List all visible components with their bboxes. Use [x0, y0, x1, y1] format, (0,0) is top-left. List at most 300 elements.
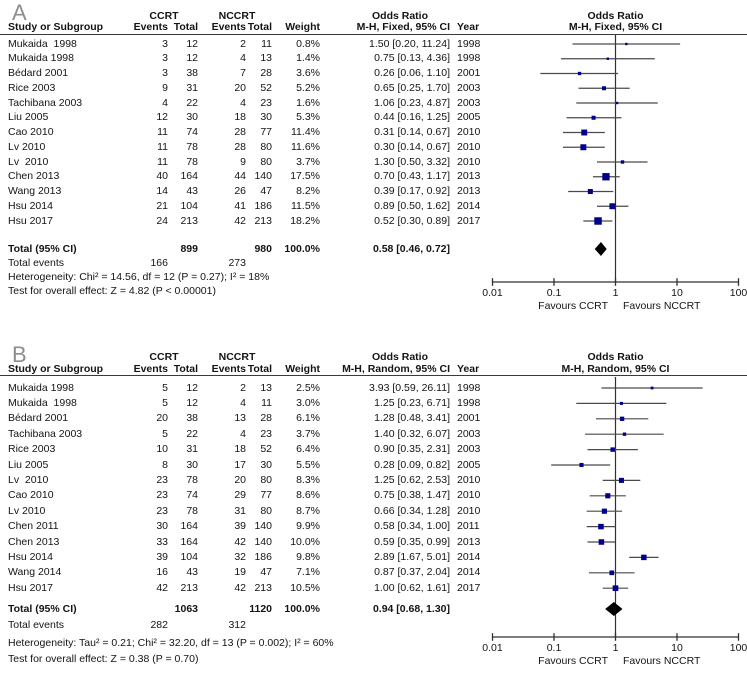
total-diamond-marker	[595, 242, 607, 256]
events2-column-header: Events	[211, 21, 246, 33]
total1-cell: 38	[186, 67, 198, 79]
year-cell: 2010	[457, 126, 481, 138]
total2-cell: 30	[260, 458, 272, 471]
total2-cell: 13	[260, 52, 272, 65]
events2-cell: 32	[234, 550, 246, 563]
events1-cell: 9	[162, 81, 168, 94]
effect-cell: 0.59 [0.35, 0.99]	[374, 535, 450, 548]
weight-cell: 3.7%	[296, 155, 320, 168]
year-cell: 2005	[457, 111, 481, 124]
events2-cell: 39	[234, 520, 246, 533]
weight-cell: 6.1%	[296, 412, 320, 425]
total-diamond-marker	[605, 602, 622, 616]
year-cell: 2010	[457, 473, 481, 486]
events1-cell: 5	[162, 396, 168, 409]
effect-square-marker	[651, 387, 654, 390]
effect-cell: 0.90 [0.35, 2.31]	[374, 443, 450, 456]
total2-cell: 28	[260, 67, 272, 79]
study-name-cell: Hsu 2014	[8, 199, 53, 212]
effect-cell: 0.39 [0.17, 0.92]	[374, 185, 450, 197]
favours-left-label: Favours CCRT	[538, 300, 608, 312]
total1-cell: 12	[186, 381, 198, 394]
events1-cell: 23	[156, 489, 168, 502]
study-name-cell: Chen 2013	[8, 535, 60, 548]
effect-cell: 1.06 [0.23, 4.87]	[374, 96, 450, 109]
weight-column-header: Weight	[285, 362, 320, 375]
overall-effect-text: Test for overall effect: Z = 0.38 (P = 0.70)	[8, 652, 199, 665]
effect-cell: 0.70 [0.43, 1.17]	[374, 170, 450, 183]
total1-cell: 22	[186, 427, 198, 440]
effect-cell: 0.52 [0.30, 0.89]	[374, 214, 450, 227]
total2-cell: 52	[260, 81, 272, 94]
total-events2-cell: 312	[228, 619, 246, 631]
events2-cell: 7	[240, 67, 246, 79]
events1-cell: 11	[157, 155, 168, 168]
total-effect-cell: 0.94 [0.68, 1.30]	[372, 602, 450, 615]
total2-cell: 13	[260, 381, 272, 394]
effect-square-marker	[592, 116, 596, 120]
weight-cell: 8.3%	[296, 473, 320, 486]
weight-cell: 18.2%	[290, 214, 320, 227]
events1-cell: 3	[162, 52, 168, 65]
events1-cell: 11	[157, 126, 168, 138]
year-cell: 2017	[457, 214, 481, 227]
effect-square-marker	[602, 86, 606, 90]
year-cell: 2003	[457, 81, 481, 94]
heterogeneity-text: Heterogeneity: Chi² = 14.56, df = 12 (P = 0.27); I² = 18%	[8, 271, 270, 283]
total1-cell: 12	[186, 396, 198, 409]
weight-cell: 8.2%	[296, 185, 320, 197]
study-name-cell: Mukaida 1998	[8, 396, 77, 409]
group2-header: NCCRT	[218, 351, 256, 363]
study-name-cell: Mukaida 1998	[8, 381, 74, 394]
effect-cell: 0.87 [0.37, 2.04]	[374, 566, 450, 579]
total1-cell: 213	[180, 214, 198, 227]
events1-cell: 4	[162, 96, 168, 109]
events1-cell: 24	[156, 214, 168, 227]
weight-cell: 3.6%	[296, 67, 320, 79]
total1-sum-cell: 1063	[174, 602, 198, 615]
study-name-cell: Mukaida 1998	[8, 52, 74, 65]
year-cell: 2011	[457, 520, 480, 533]
events2-cell: 17	[234, 458, 246, 471]
year-cell: 2013	[457, 185, 481, 197]
study-name-cell: Rice 2003	[8, 443, 56, 456]
effect-square-marker	[605, 493, 610, 498]
study-name-cell: Chen 2011	[8, 520, 59, 533]
heterogeneity-text: Heterogeneity: Tau² = 0.21; Chi² = 32.20, df = 13 (P = 0.002); I² = 60%	[8, 636, 334, 649]
total2-cell: 186	[254, 550, 272, 563]
total1-cell: 164	[180, 535, 198, 548]
total1-cell: 74	[186, 489, 198, 502]
total2-cell: 80	[260, 155, 272, 168]
events2-cell: 31	[234, 504, 246, 517]
events1-cell: 3	[162, 37, 168, 50]
x-axis-tick-label: 1	[612, 287, 619, 299]
year-cell: 2003	[457, 96, 481, 109]
year-cell: 2010	[457, 489, 481, 502]
total-events2-cell: 273	[228, 257, 246, 269]
total2-cell: 213	[254, 581, 272, 594]
total2-cell: 186	[254, 199, 272, 212]
group1-header: CCRT	[149, 10, 179, 22]
weight-cell: 1.6%	[296, 96, 320, 109]
odds-ratio-header: Odds Ratio	[371, 351, 429, 363]
year-cell: 1998	[457, 381, 481, 394]
year-cell: 1998	[457, 52, 481, 65]
total1-cell: 78	[186, 504, 198, 517]
year-cell: 2003	[457, 427, 481, 440]
group1-header: CCRT	[149, 351, 179, 363]
weight-cell: 10.0%	[290, 535, 320, 548]
total1-cell: 22	[186, 96, 198, 109]
effect-square-marker	[588, 189, 593, 194]
total1-cell: 74	[186, 126, 198, 138]
total1-cell: 213	[180, 581, 198, 594]
year-cell: 2010	[457, 140, 481, 153]
total-label: Total (95% CI)	[8, 602, 77, 615]
effect-cell: 0.66 [0.34, 1.28]	[374, 504, 450, 517]
total1-cell: 43	[186, 566, 198, 579]
total1-cell: 31	[186, 443, 198, 456]
x-axis-tick-label: 0.01	[482, 287, 503, 299]
total1-sum-cell: 899	[180, 242, 198, 255]
total2-cell: 77	[260, 489, 272, 502]
effect-square-marker	[609, 203, 615, 209]
study-name-cell: Wang 2013	[8, 185, 62, 197]
weight-cell: 2.5%	[296, 381, 320, 394]
favours-right-label: Favours NCCRT	[623, 300, 701, 312]
weight-cell: 9.8%	[296, 550, 320, 563]
total2-cell: 80	[260, 473, 272, 486]
plot-odds-ratio-header: Odds Ratio	[587, 10, 644, 22]
total1-cell: 164	[180, 520, 198, 533]
favours-right-label: Favours NCCRT	[623, 655, 701, 667]
x-axis-tick-label: 0.1	[546, 642, 562, 654]
effect-cell: 0.31 [0.14, 0.67]	[374, 126, 450, 138]
weight-cell: 5.3%	[296, 111, 320, 124]
events1-cell: 23	[156, 504, 168, 517]
total1-column-header: Total	[173, 362, 198, 375]
plot-effect-header: M-H, Fixed, 95% CI	[568, 21, 663, 33]
events1-cell: 42	[156, 581, 168, 594]
effect-square-marker	[599, 539, 605, 545]
total-effect-cell: 0.58 [0.46, 0.72]	[372, 242, 450, 255]
total2-cell: 11	[261, 37, 272, 50]
total-weight-cell: 100.0%	[284, 602, 320, 615]
weight-cell: 11.5%	[291, 199, 320, 212]
plot-odds-ratio-header: Odds Ratio	[587, 351, 644, 363]
weight-cell: 10.5%	[290, 581, 320, 594]
events1-cell: 21	[156, 199, 168, 212]
events1-cell: 39	[156, 550, 168, 563]
effect-cell: 1.40 [0.32, 6.07]	[374, 427, 450, 440]
study-column-header: Study or Subgroup	[8, 362, 104, 375]
events1-cell: 11	[157, 140, 168, 153]
overall-effect-text: Test for overall effect: Z = 4.82 (P < 0.00001)	[8, 285, 216, 297]
effect-square-marker	[621, 160, 624, 163]
study-name-cell: Chen 2013	[8, 170, 60, 183]
total2-sum-cell: 1120	[249, 602, 272, 615]
weight-cell: 0.8%	[296, 37, 320, 50]
total2-cell: 213	[254, 214, 272, 227]
events2-cell: 4	[240, 396, 246, 409]
events1-cell: 14	[156, 185, 168, 197]
total-events-label: Total events	[8, 257, 65, 269]
study-name-cell: Cao 2010	[8, 126, 54, 138]
events1-column-header: Events	[133, 362, 168, 375]
total1-cell: 31	[186, 81, 198, 94]
weight-column-header: Weight	[285, 21, 320, 33]
weight-cell: 9.9%	[296, 520, 320, 533]
events1-cell: 12	[156, 111, 168, 124]
year-column-header: Year	[457, 362, 480, 375]
effect-cell: 0.75 [0.13, 4.36]	[374, 52, 450, 65]
total1-cell: 104	[180, 199, 198, 212]
study-name-cell: Liu 2005	[8, 111, 49, 124]
effect-cell: 1.50 [0.20, 11.24]	[369, 37, 450, 50]
total2-column-header: Total	[247, 21, 272, 33]
total1-cell: 30	[186, 111, 198, 124]
effect-cell: 0.44 [0.16, 1.25]	[374, 111, 450, 124]
total2-cell: 23	[260, 96, 272, 109]
total-label: Total (95% CI)	[8, 242, 77, 255]
effect-square-marker	[616, 102, 618, 104]
study-name-cell: Hsu 2017	[8, 214, 53, 227]
effect-square-marker	[578, 72, 581, 75]
total-events1-cell: 282	[150, 619, 168, 631]
x-axis-tick-label: 10	[671, 287, 683, 299]
events2-cell: 2	[240, 37, 246, 50]
effect-cell: 0.30 [0.14, 0.67]	[374, 140, 450, 153]
effect-square-marker	[610, 447, 614, 451]
effect-square-marker	[619, 478, 624, 483]
weight-cell: 1.4%	[296, 52, 320, 65]
effect-square-marker	[602, 509, 607, 514]
events2-cell: 28	[234, 126, 246, 138]
events2-cell: 44	[234, 170, 246, 183]
events2-cell: 4	[240, 52, 246, 65]
effect-cell: 0.65 [0.25, 1.70]	[374, 81, 450, 94]
total1-column-header: Total	[173, 21, 198, 33]
favours-left-label: Favours CCRT	[538, 655, 608, 667]
effect-cell: 2.89 [1.67, 5.01]	[374, 550, 450, 563]
events1-cell: 16	[156, 566, 168, 579]
weight-cell: 17.5%	[290, 170, 320, 183]
study-name-cell: Lv 2010	[8, 504, 46, 517]
effect-square-marker	[613, 585, 619, 591]
year-cell: 2013	[457, 170, 481, 183]
total2-sum-cell: 980	[254, 242, 272, 255]
study-name-cell: Cao 2010	[8, 489, 54, 502]
panel-label: A	[12, 0, 27, 25]
effect-square-marker	[641, 555, 646, 560]
total1-cell: 38	[186, 412, 198, 425]
effect-cell: 1.25 [0.62, 2.53]	[374, 473, 450, 486]
x-axis-tick-label: 0.1	[546, 287, 562, 299]
study-name-cell: Rice 2003	[8, 81, 56, 94]
total2-cell: 28	[260, 412, 272, 425]
x-axis-tick-label: 10	[671, 642, 683, 654]
events2-cell: 20	[234, 81, 246, 94]
odds-ratio-header: Odds Ratio	[371, 10, 429, 22]
effect-square-marker	[623, 433, 626, 436]
study-name-cell: Tachibana 2003	[8, 96, 83, 109]
total2-cell: 47	[260, 566, 272, 579]
events2-cell: 42	[234, 214, 246, 227]
events2-cell: 13	[234, 412, 246, 425]
year-cell: 2014	[457, 550, 481, 563]
weight-cell: 5.5%	[296, 458, 320, 471]
events2-column-header: Events	[211, 362, 246, 375]
total2-cell: 80	[260, 504, 272, 517]
year-cell: 2010	[457, 155, 481, 168]
study-name-cell: Lv 2010	[8, 473, 49, 486]
effect-cell: 0.28 [0.09, 0.82]	[374, 458, 450, 471]
weight-cell: 11.4%	[291, 126, 320, 138]
header-rule	[0, 34, 747, 35]
events1-cell: 5	[162, 427, 168, 440]
effect-column-header: M-H, Random, 95% CI	[342, 362, 450, 375]
events2-cell: 20	[234, 473, 246, 486]
events2-cell: 41	[234, 199, 246, 212]
x-axis-tick-label: 0.01	[482, 642, 503, 654]
events2-cell: 4	[240, 96, 246, 109]
group2-header: NCCRT	[218, 10, 256, 22]
total2-column-header: Total	[247, 362, 272, 375]
total2-cell: 80	[260, 140, 272, 153]
effect-cell: 3.93 [0.59, 26.11]	[369, 381, 450, 394]
study-name-cell: Wang 2014	[8, 566, 62, 579]
effect-cell: 0.89 [0.50, 1.62]	[374, 199, 450, 212]
total1-cell: 43	[186, 185, 198, 197]
effect-square-marker	[607, 58, 609, 60]
events1-cell: 3	[162, 67, 168, 79]
panel-b	[0, 340, 747, 677]
study-name-cell: Lv 2010	[8, 155, 49, 168]
effect-cell: 0.58 [0.34, 1.00]	[374, 520, 450, 533]
x-axis-tick-label: 100	[729, 287, 747, 299]
total2-cell: 140	[254, 170, 272, 183]
effect-square-marker	[602, 173, 609, 180]
effect-cell: 1.28 [0.48, 3.41]	[374, 412, 450, 425]
effect-square-marker	[594, 217, 601, 224]
total-weight-cell: 100.0%	[284, 242, 320, 255]
weight-cell: 6.4%	[296, 443, 320, 456]
year-cell: 2003	[457, 443, 481, 456]
year-cell: 1998	[457, 37, 481, 50]
weight-cell: 8.6%	[296, 489, 320, 502]
events1-cell: 5	[162, 381, 168, 394]
events2-cell: 2	[240, 381, 246, 394]
total2-cell: 140	[254, 520, 272, 533]
total2-cell: 11	[261, 396, 272, 409]
effect-square-marker	[598, 524, 604, 530]
total1-cell: 78	[186, 155, 198, 168]
study-name-cell: Mukaida 1998	[8, 37, 77, 50]
total2-cell: 47	[260, 185, 272, 197]
study-column-header: Study or Subgroup	[8, 21, 104, 33]
year-column-header: Year	[457, 21, 480, 33]
events1-cell: 40	[156, 170, 168, 183]
header-rule	[0, 375, 747, 376]
study-name-cell: Hsu 2014	[8, 550, 53, 563]
effect-square-marker	[579, 463, 583, 467]
weight-cell: 7.1%	[296, 566, 320, 579]
effect-cell: 0.75 [0.38, 1.47]	[374, 489, 450, 502]
total1-cell: 12	[186, 52, 198, 65]
study-name-cell: Liu 2005	[8, 458, 49, 471]
events2-cell: 4	[240, 427, 246, 440]
total-events1-cell: 166	[150, 257, 168, 269]
effect-cell: 1.30 [0.50, 3.32]	[374, 155, 450, 168]
events2-cell: 29	[234, 489, 246, 502]
events1-cell: 33	[156, 535, 168, 548]
year-cell: 1998	[457, 396, 481, 409]
events2-cell: 18	[234, 443, 246, 456]
events2-cell: 28	[234, 140, 246, 153]
year-cell: 2014	[457, 566, 481, 579]
study-name-cell: Lv 2010	[8, 140, 46, 153]
weight-cell: 3.7%	[296, 427, 320, 440]
total1-cell: 78	[186, 473, 198, 486]
total-events-label: Total events	[8, 619, 65, 631]
events1-cell: 10	[156, 443, 168, 456]
total1-cell: 104	[180, 550, 198, 563]
weight-cell: 8.7%	[296, 504, 320, 517]
study-name-cell: Tachibana 2003	[8, 427, 83, 440]
events2-cell: 26	[234, 185, 246, 197]
effect-square-marker	[620, 417, 624, 421]
year-cell: 2001	[457, 67, 481, 79]
events1-cell: 23	[156, 473, 168, 486]
events2-cell: 9	[240, 155, 246, 168]
events1-cell: 30	[156, 520, 168, 533]
total2-cell: 23	[260, 427, 272, 440]
effect-square-marker	[581, 130, 587, 136]
effect-square-marker	[580, 144, 586, 150]
year-cell: 2013	[457, 535, 481, 548]
year-cell: 2014	[457, 199, 481, 212]
total2-cell: 77	[260, 126, 272, 138]
year-cell: 2001	[457, 412, 481, 425]
total1-cell: 30	[186, 458, 198, 471]
events2-cell: 42	[234, 581, 246, 594]
study-name-cell: Bédard 2001	[8, 67, 69, 79]
effect-column-header: M-H, Fixed, 95% CI	[356, 21, 450, 33]
events2-cell: 42	[234, 535, 246, 548]
events1-column-header: Events	[133, 21, 168, 33]
effect-cell: 1.00 [0.62, 1.61]	[374, 581, 450, 594]
effect-square-marker	[625, 43, 627, 45]
study-name-cell: Hsu 2017	[8, 581, 53, 594]
study-name-cell: Bédard 2001	[8, 412, 69, 425]
effect-square-marker	[620, 402, 623, 405]
year-cell: 2005	[457, 458, 481, 471]
total2-cell: 52	[260, 443, 272, 456]
total1-cell: 78	[186, 140, 198, 153]
total2-cell: 140	[254, 535, 272, 548]
effect-cell: 0.26 [0.06, 1.10]	[374, 67, 450, 79]
effect-square-marker	[609, 570, 614, 575]
total2-cell: 30	[260, 111, 272, 124]
weight-cell: 11.6%	[291, 140, 320, 153]
events1-cell: 20	[156, 412, 168, 425]
effect-cell: 1.25 [0.23, 6.71]	[374, 396, 450, 409]
year-cell: 2010	[457, 504, 481, 517]
x-axis-tick-label: 100	[729, 642, 747, 654]
events1-cell: 8	[162, 458, 168, 471]
